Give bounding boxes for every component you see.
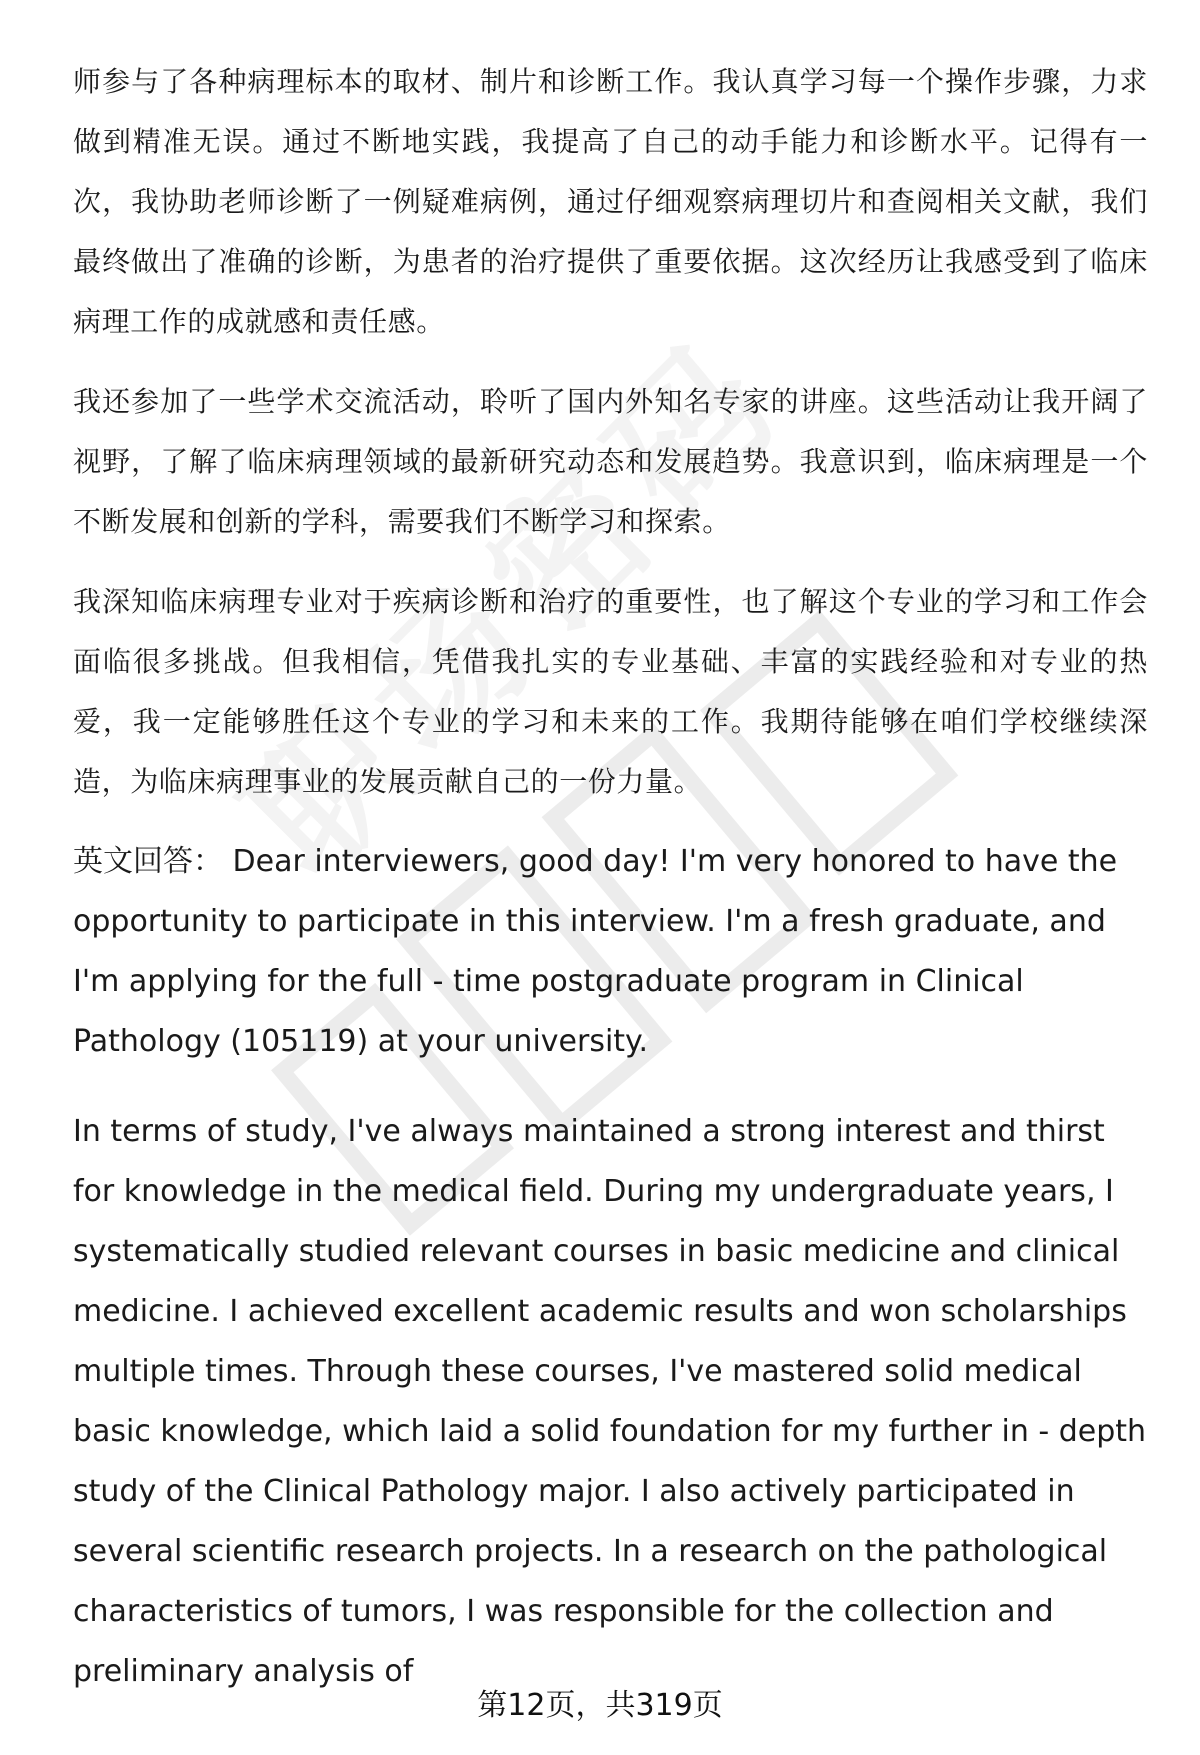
paragraph-3: 我深知临床病理专业对于疾病诊断和治疗的重要性，也了解这个专业的学习和工作会面临很多挑战。但我相信，凭借我扎实的专业基础、丰富的实践经验和对专业的热爱，我一定能够胜任这个专业的学习和未来的工作。我期待能够在咱们学校继续深造，为临床病理事业的发展贡献自己的一份力量。: [73, 585, 1148, 798]
page-number: 第12页，共319页: [477, 1688, 723, 1723]
paragraph-english-study: In terms of study, I've always maintained a strong interest and thirst for knowledge in the medical field. During my undergraduate years, I systematically studied relevant courses in basic medicine and clinical medicine. I achieved excellent academic results and won scholarships multiple times. Through these courses, I've mastered solid medical basic knowledge, which laid a solid foundation for my further in - depth study of the Clinical Pathology major. I also actively participated in several scientific research projects. In a research on the pathological characteristics of tumors, I was responsible for the collection and preliminary analysis of: [73, 1114, 1147, 1689]
body-text: [73, 52, 1148, 1702]
paragraph-2: 我还参加了一些学术交流活动，聆听了国内外知名专家的讲座。这些活动让我开阔了视野，了解了临床病理领域的最新研究动态和发展趋势。我意识到，临床病理是一个不断发展和创新的学科，需要我们不断学习和探索。: [73, 385, 1148, 538]
paragraph-english-intro: 英文回答： Dear interviewers, good day! I'm very honored to have the opportunity to participate in this interview. I'm a fresh graduate, and I'm applying for the full - time postgraduate program in Clinical Pathology (105119) at your university.: [73, 844, 1118, 1059]
paragraph-1: 师参与了各种病理标本的取材、制片和诊断工作。我认真学习每一个操作步骤，力求做到精准无误。通过不断地实践，我提高了自己的动手能力和诊断水平。记得有一次，我协助老师诊断了一例疑难病例，通过仔细观察病理切片和查阅相关文献，我们最终做出了准确的诊断，为患者的治疗提供了重要依据。这次经历让我感受到了临床病理工作的成就感和责任感。: [73, 65, 1148, 338]
